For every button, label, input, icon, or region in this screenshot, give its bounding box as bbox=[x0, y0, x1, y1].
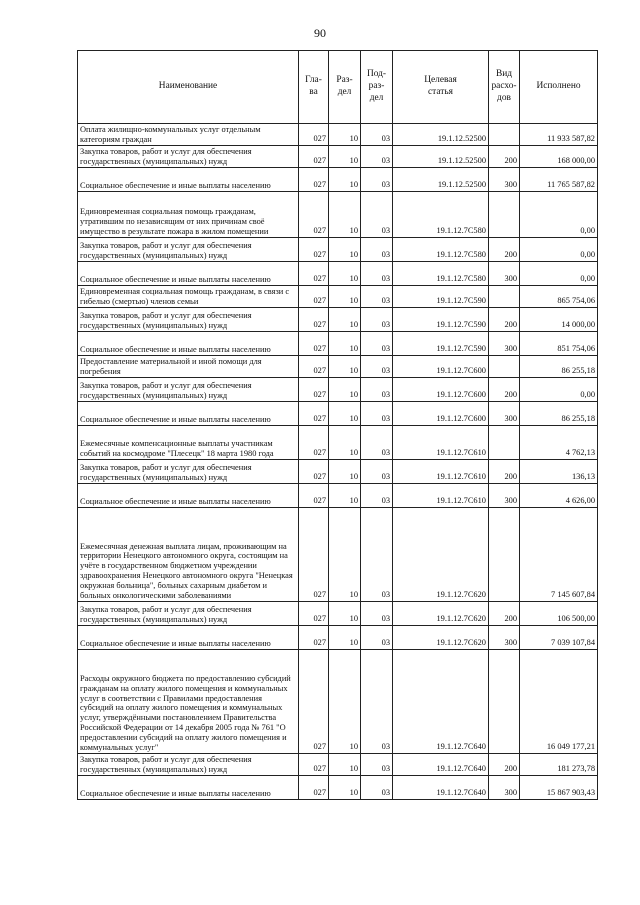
cell-glava: 027 bbox=[299, 356, 329, 378]
cell-celevaya: 19.1.12.7С610 bbox=[393, 426, 489, 460]
header-ispolneno: Исполнено bbox=[520, 51, 598, 124]
cell-vid: 300 bbox=[489, 776, 520, 800]
cell-vid bbox=[489, 356, 520, 378]
cell-name: Социальное обеспечение и иные выплаты населению bbox=[78, 776, 299, 800]
cell-celevaya: 19.1.12.7С590 bbox=[393, 308, 489, 332]
cell-glava: 027 bbox=[299, 650, 329, 754]
cell-ispolneno: 136,13 bbox=[520, 460, 598, 484]
table-row bbox=[78, 650, 598, 754]
table-row bbox=[78, 602, 598, 626]
cell-vid: 200 bbox=[489, 308, 520, 332]
cell-razdel: 10 bbox=[329, 238, 361, 262]
cell-glava: 027 bbox=[299, 332, 329, 356]
cell-glava: 027 bbox=[299, 776, 329, 800]
cell-name: Социальное обеспечение и иные выплаты населению bbox=[78, 402, 299, 426]
cell-name: Расходы окружного бюджета по предоставлению субсидий гражданам на оплату жилого помещения и коммунальных услуг в соответствии с Правилами предоставления субсидий на оплату жилого помещения и коммунальных услуг, утверждёнными постановлением Правительства Российской Федерации от 14 декабря 2005 года № 761 "О предоставлении субсидий на оплату жилого помещения и коммунальных услуг" bbox=[78, 650, 299, 754]
cell-name: Социальное обеспечение и иные выплаты населению bbox=[78, 484, 299, 508]
cell-celevaya: 19.1.12.52500 bbox=[393, 168, 489, 192]
cell-vid bbox=[489, 650, 520, 754]
cell-ispolneno: 0,00 bbox=[520, 192, 598, 238]
cell-podrazdel: 03 bbox=[361, 754, 393, 776]
cell-name: Ежемесячная денежная выплата лицам, проживающим на территории Ненецкого автономного округа, состоящим на учёте в государственном бюджетном учреждении здравоохранения Ненецкого автономного округа "Ненецкая окружная больница", больных сахарным диабетом и больных онкологическими заболеваниями bbox=[78, 508, 299, 602]
cell-name: Закупка товаров, работ и услуг для обеспечения государственных (муниципальных) нужд bbox=[78, 146, 299, 168]
cell-vid: 200 bbox=[489, 238, 520, 262]
cell-razdel: 10 bbox=[329, 460, 361, 484]
cell-glava: 027 bbox=[299, 602, 329, 626]
cell-name: Социальное обеспечение и иные выплаты населению bbox=[78, 626, 299, 650]
cell-name: Закупка товаров, работ и услуг для обеспечения государственных (муниципальных) нужд bbox=[78, 308, 299, 332]
cell-glava: 027 bbox=[299, 484, 329, 508]
cell-name: Закупка товаров, работ и услуг для обеспечения государственных (муниципальных) нужд bbox=[78, 754, 299, 776]
cell-ispolneno: 7 039 107,84 bbox=[520, 626, 598, 650]
cell-celevaya: 19.1.12.7С580 bbox=[393, 238, 489, 262]
cell-razdel: 10 bbox=[329, 402, 361, 426]
page-number: 90 bbox=[314, 26, 326, 40]
cell-ispolneno: 16 049 177,21 bbox=[520, 650, 598, 754]
cell-vid: 300 bbox=[489, 484, 520, 508]
cell-ispolneno: 7 145 607,84 bbox=[520, 508, 598, 602]
cell-vid: 200 bbox=[489, 602, 520, 626]
cell-glava: 027 bbox=[299, 402, 329, 426]
cell-razdel: 10 bbox=[329, 484, 361, 508]
table-row bbox=[78, 192, 598, 238]
cell-podrazdel: 03 bbox=[361, 776, 393, 800]
table-row bbox=[78, 286, 598, 308]
cell-vid: 300 bbox=[489, 626, 520, 650]
cell-glava: 027 bbox=[299, 460, 329, 484]
cell-glava: 027 bbox=[299, 378, 329, 402]
cell-razdel: 10 bbox=[329, 124, 361, 146]
table-row bbox=[78, 168, 598, 192]
cell-celevaya: 19.1.12.7С600 bbox=[393, 356, 489, 378]
cell-razdel: 10 bbox=[329, 508, 361, 602]
table-row bbox=[78, 124, 598, 146]
cell-ispolneno: 106 500,00 bbox=[520, 602, 598, 626]
header-vid: Вид расхо- дов bbox=[489, 51, 520, 124]
cell-ispolneno: 4 626,00 bbox=[520, 484, 598, 508]
cell-ispolneno: 168 000,00 bbox=[520, 146, 598, 168]
cell-vid bbox=[489, 286, 520, 308]
cell-name: Единовременная социальная помощь гражданам, утратившим по независящим от них причинам своё имущество в результате пожара в жилом помещении bbox=[78, 192, 299, 238]
cell-celevaya: 19.1.12.7С600 bbox=[393, 402, 489, 426]
cell-vid bbox=[489, 426, 520, 460]
cell-vid bbox=[489, 124, 520, 146]
cell-celevaya: 19.1.12.7С640 bbox=[393, 754, 489, 776]
cell-glava: 027 bbox=[299, 508, 329, 602]
cell-celevaya: 19.1.12.7С590 bbox=[393, 286, 489, 308]
cell-razdel: 10 bbox=[329, 262, 361, 286]
table-row bbox=[78, 332, 598, 356]
header-row bbox=[78, 51, 598, 124]
cell-podrazdel: 03 bbox=[361, 426, 393, 460]
cell-razdel: 10 bbox=[329, 426, 361, 460]
cell-celevaya: 19.1.12.7С580 bbox=[393, 262, 489, 286]
cell-podrazdel: 03 bbox=[361, 508, 393, 602]
cell-vid: 300 bbox=[489, 262, 520, 286]
cell-name: Закупка товаров, работ и услуг для обеспечения государственных (муниципальных) нужд bbox=[78, 238, 299, 262]
table-row bbox=[78, 402, 598, 426]
cell-glava: 027 bbox=[299, 754, 329, 776]
cell-podrazdel: 03 bbox=[361, 238, 393, 262]
cell-razdel: 10 bbox=[329, 356, 361, 378]
cell-podrazdel: 03 bbox=[361, 146, 393, 168]
header-razdel: Раз- дел bbox=[329, 51, 361, 124]
table-row bbox=[78, 754, 598, 776]
cell-podrazdel: 03 bbox=[361, 378, 393, 402]
cell-celevaya: 19.1.12.7С600 bbox=[393, 378, 489, 402]
cell-vid: 300 bbox=[489, 402, 520, 426]
header-podrazdel: Под- раз- дел bbox=[361, 51, 393, 124]
cell-ispolneno: 86 255,18 bbox=[520, 402, 598, 426]
cell-vid: 200 bbox=[489, 146, 520, 168]
cell-celevaya: 19.1.12.7С580 bbox=[393, 192, 489, 238]
cell-podrazdel: 03 bbox=[361, 286, 393, 308]
table-row bbox=[78, 776, 598, 800]
cell-name: Закупка товаров, работ и услуг для обеспечения государственных (муниципальных) нужд bbox=[78, 602, 299, 626]
cell-podrazdel: 03 bbox=[361, 484, 393, 508]
header-name: Наименование bbox=[78, 51, 299, 124]
cell-podrazdel: 03 bbox=[361, 602, 393, 626]
cell-podrazdel: 03 bbox=[361, 356, 393, 378]
cell-razdel: 10 bbox=[329, 332, 361, 356]
cell-ispolneno: 181 273,78 bbox=[520, 754, 598, 776]
cell-name: Социальное обеспечение и иные выплаты населению bbox=[78, 168, 299, 192]
cell-name: Закупка товаров, работ и услуг для обеспечения государственных (муниципальных) нужд bbox=[78, 378, 299, 402]
cell-ispolneno: 15 867 903,43 bbox=[520, 776, 598, 800]
cell-name: Закупка товаров, работ и услуг для обеспечения государственных (муниципальных) нужд bbox=[78, 460, 299, 484]
cell-ispolneno: 11 765 587,82 bbox=[520, 168, 598, 192]
table-row bbox=[78, 484, 598, 508]
cell-celevaya: 19.1.12.7С640 bbox=[393, 776, 489, 800]
cell-name: Оплата жилищно-коммунальных услуг отдельным категориям граждан bbox=[78, 124, 299, 146]
cell-vid bbox=[489, 192, 520, 238]
cell-glava: 027 bbox=[299, 192, 329, 238]
cell-ispolneno: 0,00 bbox=[520, 238, 598, 262]
cell-name: Ежемесячные компенсационные выплаты участникам событий на космодроме "Плесецк" 18 марта 1980 года bbox=[78, 426, 299, 460]
cell-celevaya: 19.1.12.7С610 bbox=[393, 460, 489, 484]
cell-podrazdel: 03 bbox=[361, 402, 393, 426]
cell-glava: 027 bbox=[299, 626, 329, 650]
table-row bbox=[78, 356, 598, 378]
cell-razdel: 10 bbox=[329, 776, 361, 800]
cell-celevaya: 19.1.12.52500 bbox=[393, 146, 489, 168]
header-celevaya: Целевая статья bbox=[393, 51, 489, 124]
cell-vid: 200 bbox=[489, 460, 520, 484]
cell-ispolneno: 851 754,06 bbox=[520, 332, 598, 356]
table-row bbox=[78, 262, 598, 286]
cell-celevaya: 19.1.12.52500 bbox=[393, 124, 489, 146]
cell-celevaya: 19.1.12.7С610 bbox=[393, 484, 489, 508]
cell-ispolneno: 86 255,18 bbox=[520, 356, 598, 378]
cell-name: Единовременная социальная помощь гражданам, в связи с гибелью (смертью) членов семьи bbox=[78, 286, 299, 308]
cell-razdel: 10 bbox=[329, 146, 361, 168]
cell-glava: 027 bbox=[299, 124, 329, 146]
cell-podrazdel: 03 bbox=[361, 650, 393, 754]
cell-podrazdel: 03 bbox=[361, 262, 393, 286]
cell-ispolneno: 865 754,06 bbox=[520, 286, 598, 308]
cell-vid: 300 bbox=[489, 332, 520, 356]
table-row bbox=[78, 460, 598, 484]
table-row bbox=[78, 378, 598, 402]
cell-podrazdel: 03 bbox=[361, 332, 393, 356]
cell-celevaya: 19.1.12.7С620 bbox=[393, 602, 489, 626]
cell-vid: 200 bbox=[489, 754, 520, 776]
cell-ispolneno: 0,00 bbox=[520, 378, 598, 402]
cell-name: Предоставление материальной и иной помощи для погребения bbox=[78, 356, 299, 378]
cell-celevaya: 19.1.12.7С590 bbox=[393, 332, 489, 356]
table-row bbox=[78, 238, 598, 262]
cell-razdel: 10 bbox=[329, 602, 361, 626]
cell-glava: 027 bbox=[299, 238, 329, 262]
cell-razdel: 10 bbox=[329, 286, 361, 308]
cell-podrazdel: 03 bbox=[361, 168, 393, 192]
cell-celevaya: 19.1.12.7С620 bbox=[393, 508, 489, 602]
cell-podrazdel: 03 bbox=[361, 626, 393, 650]
cell-glava: 027 bbox=[299, 426, 329, 460]
table-row bbox=[78, 626, 598, 650]
cell-razdel: 10 bbox=[329, 192, 361, 238]
cell-glava: 027 bbox=[299, 286, 329, 308]
cell-ispolneno: 14 000,00 bbox=[520, 308, 598, 332]
cell-razdel: 10 bbox=[329, 378, 361, 402]
cell-glava: 027 bbox=[299, 308, 329, 332]
table-row bbox=[78, 508, 598, 602]
cell-razdel: 10 bbox=[329, 308, 361, 332]
table-row bbox=[78, 308, 598, 332]
cell-ispolneno: 0,00 bbox=[520, 262, 598, 286]
cell-podrazdel: 03 bbox=[361, 192, 393, 238]
cell-ispolneno: 4 762,13 bbox=[520, 426, 598, 460]
cell-glava: 027 bbox=[299, 262, 329, 286]
cell-razdel: 10 bbox=[329, 168, 361, 192]
cell-razdel: 10 bbox=[329, 626, 361, 650]
cell-podrazdel: 03 bbox=[361, 124, 393, 146]
cell-name: Социальное обеспечение и иные выплаты населению bbox=[78, 332, 299, 356]
cell-celevaya: 19.1.12.7С620 bbox=[393, 626, 489, 650]
cell-vid bbox=[489, 508, 520, 602]
cell-vid: 200 bbox=[489, 378, 520, 402]
table-row bbox=[78, 146, 598, 168]
cell-razdel: 10 bbox=[329, 754, 361, 776]
table-row bbox=[78, 426, 598, 460]
cell-glava: 027 bbox=[299, 146, 329, 168]
cell-name: Социальное обеспечение и иные выплаты населению bbox=[78, 262, 299, 286]
cell-glava: 027 bbox=[299, 168, 329, 192]
header-glava: Гла- ва bbox=[299, 51, 329, 124]
cell-razdel: 10 bbox=[329, 650, 361, 754]
budget-table bbox=[77, 50, 598, 800]
cell-podrazdel: 03 bbox=[361, 460, 393, 484]
cell-vid: 300 bbox=[489, 168, 520, 192]
cell-podrazdel: 03 bbox=[361, 308, 393, 332]
cell-celevaya: 19.1.12.7С640 bbox=[393, 650, 489, 754]
cell-ispolneno: 11 933 587,82 bbox=[520, 124, 598, 146]
